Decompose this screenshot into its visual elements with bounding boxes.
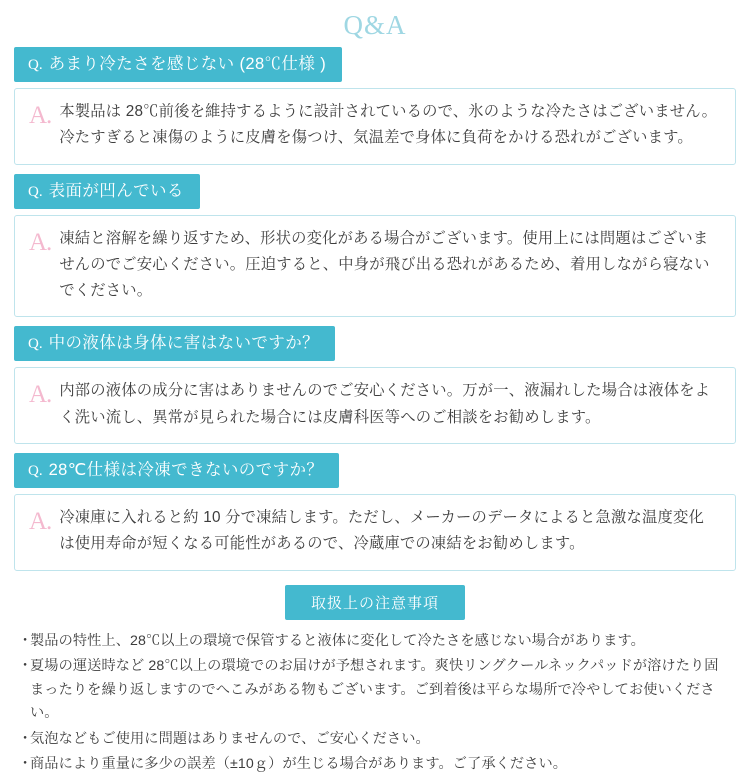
- question-bar: [14, 453, 339, 488]
- notice-item: [18, 728, 732, 752]
- answer-mark: A.: [29, 381, 52, 409]
- answer-mark: A.: [29, 508, 52, 536]
- question-mark: Q.: [28, 336, 43, 353]
- question-text: 表面が凹んでいる: [48, 181, 184, 200]
- notice-item-text: 商品により重量に多少の誤差（±10ｇ）が生じる場合があります。ご了承ください。: [30, 756, 568, 773]
- faq-item: [14, 47, 736, 165]
- answer-text: 内部の液体の成分に害はありませんのでご安心ください。万が一、液漏れした場合は液体をよく洗い流し、異常が見られた場合には皮膚科医等へのご相談をお勧めします。: [59, 382, 711, 426]
- bullet-icon: ・: [18, 730, 33, 747]
- notice-heading: 取扱上の注意事項: [285, 585, 465, 620]
- bullet-icon: ・: [18, 658, 33, 675]
- notice-heading-wrap: [14, 585, 736, 620]
- notice-list: [14, 630, 736, 777]
- answer-text: 本製品は 28℃前後を維持するように設計されているので、氷のような冷たさはございません。冷たすぎると凍傷のように皮膚を傷つけ、気温差で身体に負荷をかける恐れがございます。: [59, 103, 718, 147]
- faq-item: [14, 174, 736, 318]
- answer-box: [14, 494, 736, 571]
- question-bar: [14, 47, 342, 82]
- answer-mark: A.: [29, 102, 52, 129]
- question-mark: Q.: [28, 57, 43, 73]
- faq-item: [14, 453, 736, 571]
- answer-box: [14, 88, 736, 165]
- notice-item-text: 夏場の運送時など 28℃以上の環境でのお届けが予想されます。爽快リングクールネックパッドが溶けたり固まったりを繰り返しますのでへこみがある物もございます。ご到着後は平らな場所で冷やしてお使いください。: [30, 658, 719, 722]
- question-bar: [14, 326, 335, 361]
- notice-item: [18, 753, 732, 777]
- faq-item: [14, 326, 736, 444]
- answer-text: 凍結と溶解を繰り返すため、形状の変化がある場合がございます。使用上には問題はございませんのでご安心ください。圧迫すると、中身が飛び出る恐れがあるため、着用しながら寝ないでください。: [59, 229, 710, 300]
- answer-box: [14, 215, 736, 318]
- notice-item-text: 製品の特性上、28℃以上の環境で保管すると液体に変化して冷たさを感じない場合があります。: [30, 632, 645, 649]
- question-text: 中の液体は身体に害はないですか？: [48, 334, 319, 353]
- question-bar: [14, 174, 200, 209]
- answer-text: 冷凍庫に入れると約 10 分で凍結します。ただし、メーカーのデータによると急激な温度変化は使用寿命が短くなる可能性があるので、冷蔵庫での凍結をお勧めします。: [59, 509, 704, 553]
- answer-box: [14, 367, 736, 444]
- bullet-icon: ・: [18, 632, 33, 649]
- answer-mark: A.: [29, 228, 52, 256]
- notice-item: [18, 655, 732, 726]
- notice-item: [18, 630, 732, 654]
- bullet-icon: ・: [18, 756, 33, 773]
- question-mark: Q.: [28, 183, 43, 200]
- question-text: あまり冷たさを感じない (28℃仕様 ): [48, 55, 327, 73]
- question-mark: Q.: [28, 463, 43, 480]
- notice-item-text: 気泡などもご使用に問題はありませんので、ご安心ください。: [30, 730, 430, 747]
- page-title: Q&A: [343, 10, 407, 40]
- question-text: 28℃仕様は冷凍できないのですか？: [48, 461, 324, 480]
